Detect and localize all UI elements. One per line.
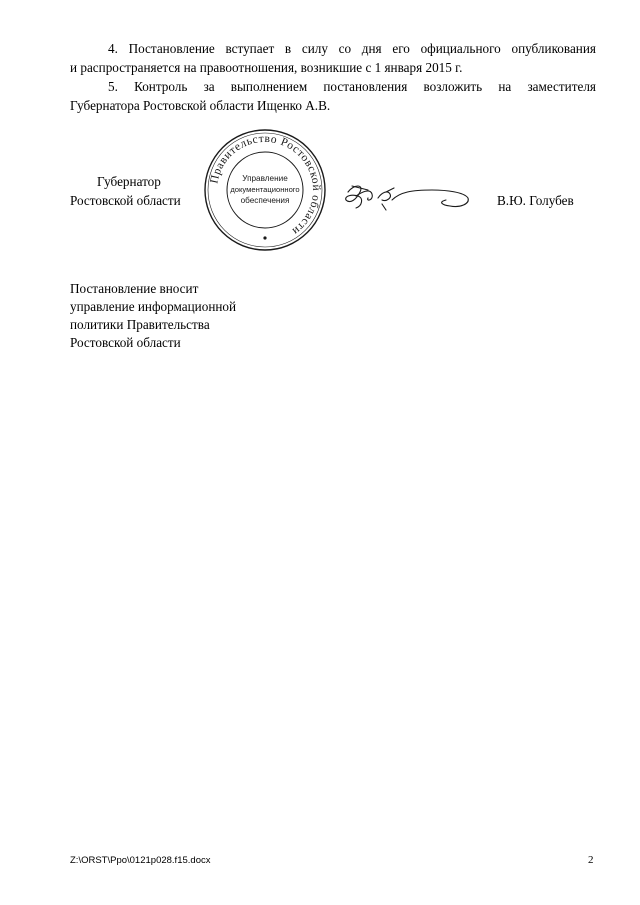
seal-ring-text: Правительство Ростовской области — [208, 132, 323, 238]
seal-center-line-1: Управление — [242, 174, 288, 183]
footer-file-path: Z:\ORST\Ppo\0121p028.f15.docx — [70, 855, 211, 866]
introduced-by-block — [70, 280, 236, 352]
introduced-by-line-2: управление информационной — [70, 299, 237, 314]
introduced-by-line-1: Постановление вносит — [70, 281, 199, 296]
introduced-by-line-4: Ростовской области — [70, 335, 181, 350]
footer-page-number: 2 — [588, 854, 594, 866]
paragraph-4-line-2: и распространяется на правоотношения, возникшие с 1 января 2015 г. — [70, 60, 463, 75]
paragraph-5-line-1: 5. Контроль за выполнением постановления возложить на заместителя — [108, 79, 596, 94]
handwritten-signature — [342, 178, 474, 214]
introduced-by-line-3: политики Правительства — [70, 317, 210, 332]
paragraph-4-line-1: 4. Постановление вступает в силу со дня его официального опубликования — [108, 41, 596, 56]
governor-name: В.Ю. Голубев — [497, 193, 574, 208]
seal-star-icon — [263, 236, 266, 239]
official-seal — [203, 128, 327, 252]
governor-title-line-2: Ростовской области — [70, 193, 181, 208]
seal-center-line-3: обеспечения — [240, 196, 290, 205]
paragraph-5-line-2: Губернатора Ростовской области Ищенко А.В. — [70, 98, 331, 113]
seal-center-line-2: документационного — [230, 185, 300, 194]
governor-title-line-1: Губернатор — [97, 174, 161, 189]
